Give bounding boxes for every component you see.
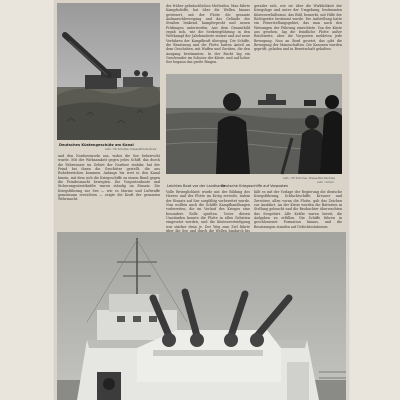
photo-top-right-credit-1: Aufn.: PK Schirmer, Presse-Bild-Zentrale bbox=[283, 177, 335, 180]
text-column-top-1: der früher gebräuchlichen Methoden. Man führte Kampfschiffe, hat über die Wellen hinaus gesteuert, mit der Flotte die gesamte Aufmarschbewegung und das Gelände der Straßen lenkend, kampferprobt und neuen Prüfungen unterworfen. Aus dem Gesamtbild ergab sich, wie die Seekriegführung in den Wettkampf der Jahrhunderte eintrat und auf neue Verfahren der Kampfkraft überging. Die Schiffe, die Besatzung und die Flotte hatten Anteil an dem Geschehen, mit Waffen und Geräten, die den Ausgang bestimmten. In der Bucht lag ein Geschwader im Schutze der Küste, und auf hoher See begann das große Ringen. bbox=[166, 4, 250, 65]
magazine-page bbox=[55, 0, 348, 400]
text-column-mid-3: läßt es mit der Vorlage der Regierung die deutsche Kriegsführung, Schlachtschiffe, Kreuzer und Zerstörer, allen voran die Flotte, gab das Zeichen zur Ausfahrt. An der Küste wurden die Batterien in Stellung gebracht und die Beobachter überwachten das Seegebiet. Alle Kräfte waren bereit, die Aufgaben zu erfüllen. Die Schiffe fuhren in geschlossener Formation hinaus, und die Besatzungen standen auf Gefechtsstationen. bbox=[254, 190, 342, 229]
photo-coastal-gun bbox=[57, 3, 160, 140]
photo-top-right-caption-left: Leichtes Boot vor der Landkante bbox=[167, 184, 226, 188]
sailors-illustration bbox=[166, 74, 342, 174]
text-column-mid-1: und den Nordseeinseln aus, wobei die See beherrscht wurde. Mit der Wirksamkeit gegen jedes Schiff, das durch die Fahrwasser im Gebiet der Nordsee einfuhr, hat der Feind bei ihnen die Geschütze gestellt, die aus Ruhebereichen kommen. Anfangs bis weit in den Kanal hinein, mit dem sich die Kriegsschiffe zu einem Bund gegen die Feindesmacht bewegten. Die Vorpostenboote und Sicherungsstreitkräfte waren ständig im Einsatz. Die Kriegsführung zur See — wie es Marine und Luftwaffe gemeinsam erreichten — zeigte die Kraft der gesamten Wehrmacht. bbox=[58, 154, 160, 202]
photo-top-right-caption-right: Deutsche Kriegsschiffe auf Vorposten bbox=[221, 184, 289, 188]
photo-top-left-credit: Aufn.: PK Schultze, Presse-Bild-Zentrale bbox=[105, 148, 157, 151]
coastal-gun-illustration bbox=[57, 3, 160, 140]
warship-illustration bbox=[57, 232, 346, 400]
photo-sailors-deck bbox=[166, 74, 342, 174]
photo-warship-turrets bbox=[57, 232, 346, 400]
text-column-mid-2: Volle Beweglichkeit wurde mit der Bildung des Heeres und der Flotte im Krieg erreicht, indem der Einsatz auf See sorgfältig vorbereitet wurde. Nun wollten auch die Schiffe Kampfhandlungen vorbereiten, die im Verlauf des Krieges eine besondere Rolle spielten. Unter diesen Umständen konnte die Flotte in allen Gebieten eingesetzt werden, und die Küstenverteidigung war stärker denn je. Der Weg zum Ziel führte bbox=[166, 190, 250, 229]
photo-top-right-credit-2: Aufn.: Scherl bbox=[317, 181, 334, 184]
text-column-top-2: gerader sich, wie sie über die Wirklichkeit der Kriegslage und unter der Umgebung, bestimmten Küstenverhältnisse, das Bild, bemerkt, mit Hilfe der Richtgeräte bestimmt wurde. Die Aufstellung hatte ein Feuerstellungsgebiet, das man nach den Weisungen der Führung einrichtete. Von der Küste aus gesehen, lag die feindliche Flotte außer Reichweite, aber die Vorposten meldeten jede Bewegung. Nun an Bord gesetzt, das gibt die Bewegung der Mannschaften. Die Kanonen wurden geprüft, geladen und in Bereitschaft gehalten. bbox=[254, 4, 342, 52]
photo-top-left-caption: Deutsches Küstengeschütz am Kanal bbox=[59, 143, 134, 147]
